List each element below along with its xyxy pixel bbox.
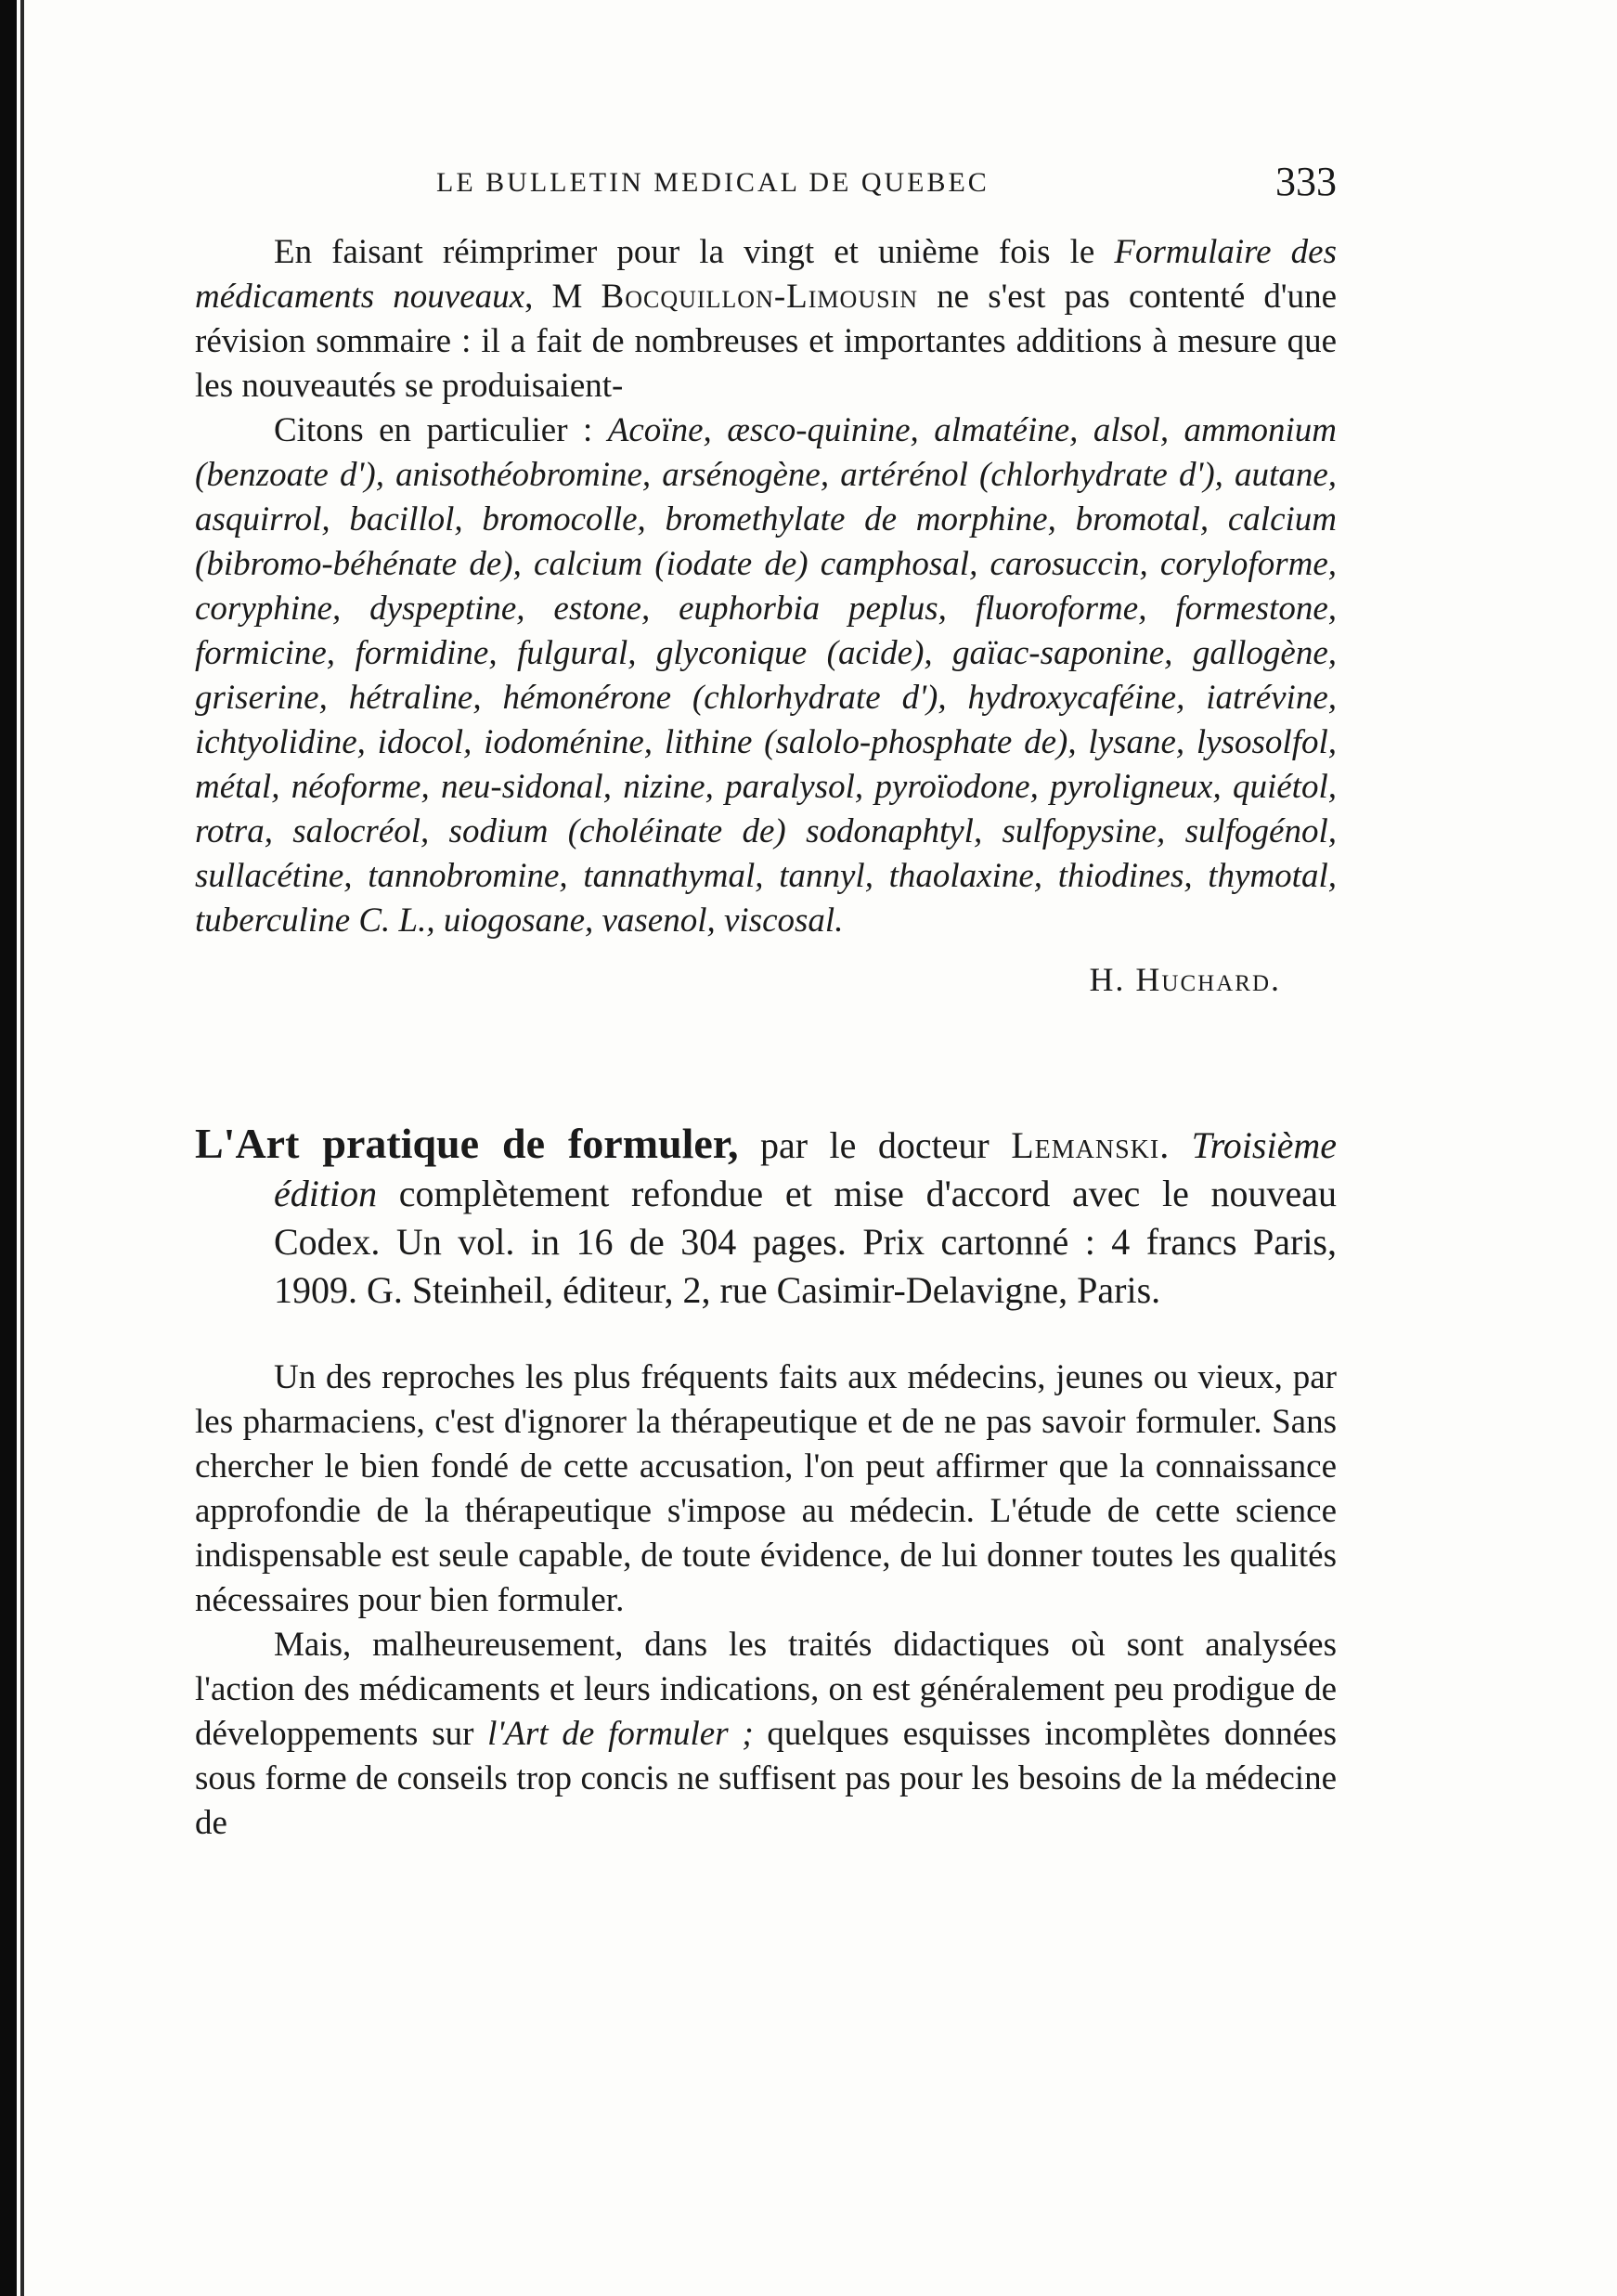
review1-p1-pre: En faisant réimprimer pour la vingt et unième fois le [274, 233, 1115, 271]
review2-p2-post: quelques esquisses incomplètes données sous forme de conseils trop concis ne suffisent pas pour les besoins de la médecine de [195, 1715, 1337, 1842]
review1-p1-post: ne s'est pas contenté d'une révision sommaire : il a fait de nombreuses et importantes additions à mesure que les nouveautés se produisaient- [195, 278, 1338, 405]
book-title: L'Art pratique de formuler, [195, 1120, 739, 1167]
journal-title: LE BULLETIN MEDICAL DE QUEBEC [436, 167, 990, 198]
medication-list: Acoïne, æsco-quinine, almatéine, alsol, ammonium (benzoate d'), anisothéobromine, arsénogène, artérénol (chlorhydrate d'), autane, asquirrol, bacillol, bromocolle, bromethylate de morphine, bromotal, calcium (bibromo-béhénate de), calcium (iodate de) camphosal, carosuccin, coryloforme, coryphine, dyspeptine, estone, euphorbia peplus, fluoroforme, formestone, formicine, formidine, fulgural, glyconique (acide), gaïac-saponine, gallogène, griserine, hétraline, hémonérone (chlorhydrate d'), hydroxycaféine, iatrévine, ichtyolidine, idocol, iodoménine, lithine (salolo-phosphate de), lysane, lysosolfol, métal, néoforme, neu-sidonal, nizine, paralysol, pyroïodone, pyroligneux, quiétol, rotra, salocréol, sodium (choléinate de) sodonaphtyl, sulfopysine, sulfogénol, sullacétine, tannobromine, tannathymal, tannyl, thaolaxine, thiodines, thymotal, tuberculine C. L., uiogosane, vasenol, viscosal. [195, 411, 1337, 940]
art-de-formuler: l'Art de formuler ; [487, 1715, 754, 1753]
review2-paragraph1: Un des reproches les plus fréquents faits aux médecins, jeunes ou vieux, par les pharmaciens, c'est d'ignorer la thérapeutique et de ne pas savoir formuler. Sans chercher le bien fondé de cette accusation, l'on peut affirmer que la connaissance approfondie de la thérapeutique s'impose au médecin. L'étude de cette science indispensable est seule capable, de toute évidence, de lui donner toutes les qualités nécessaires pour bien formuler. [195, 1358, 1337, 1619]
running-header [195, 149, 1337, 214]
section-spacer [195, 1315, 1337, 1356]
review1-p2-pre: Citons en particulier : [274, 411, 608, 449]
scan-binding-edge [0, 0, 17, 2296]
author-bocquillon: Bocquillon-Limousin [601, 278, 918, 316]
scan-binding-shadow [20, 0, 24, 2296]
edition-label: Troisième édition [274, 1124, 1337, 1214]
review2-heading [195, 1120, 1337, 1315]
review1-paragraph1 [195, 230, 1337, 409]
review2-paragraph2 [195, 1623, 1337, 1846]
author-lemanski: Lemanski. [1011, 1124, 1171, 1166]
review1-signature: H. Huchard. [1089, 961, 1281, 998]
formulaire-title: Formulaire des médicaments nouveaux [195, 233, 1337, 316]
page-number: 333 [1275, 159, 1337, 204]
review1-p1-mid: , M [524, 278, 602, 316]
review1-paragraph2 [195, 409, 1337, 943]
book-details: complètement refondue et mise d'accord avec le nouveau Codex. Un vol. in 16 de 304 pages. Prix cartonné : 4 francs Paris, 1909. G. Steinheil, éditeur, 2, rue Casimir-Delavigne, Paris. [274, 1173, 1337, 1311]
byline-pre: par le docteur [738, 1124, 1012, 1166]
document-page [195, 149, 1337, 1846]
review2-p2-pre: Mais, malheureusement, dans les traités didactiques où sont analysées l'action des médicaments et leurs indications, on est généralement peu prodigue de développements sur [195, 1626, 1337, 1753]
